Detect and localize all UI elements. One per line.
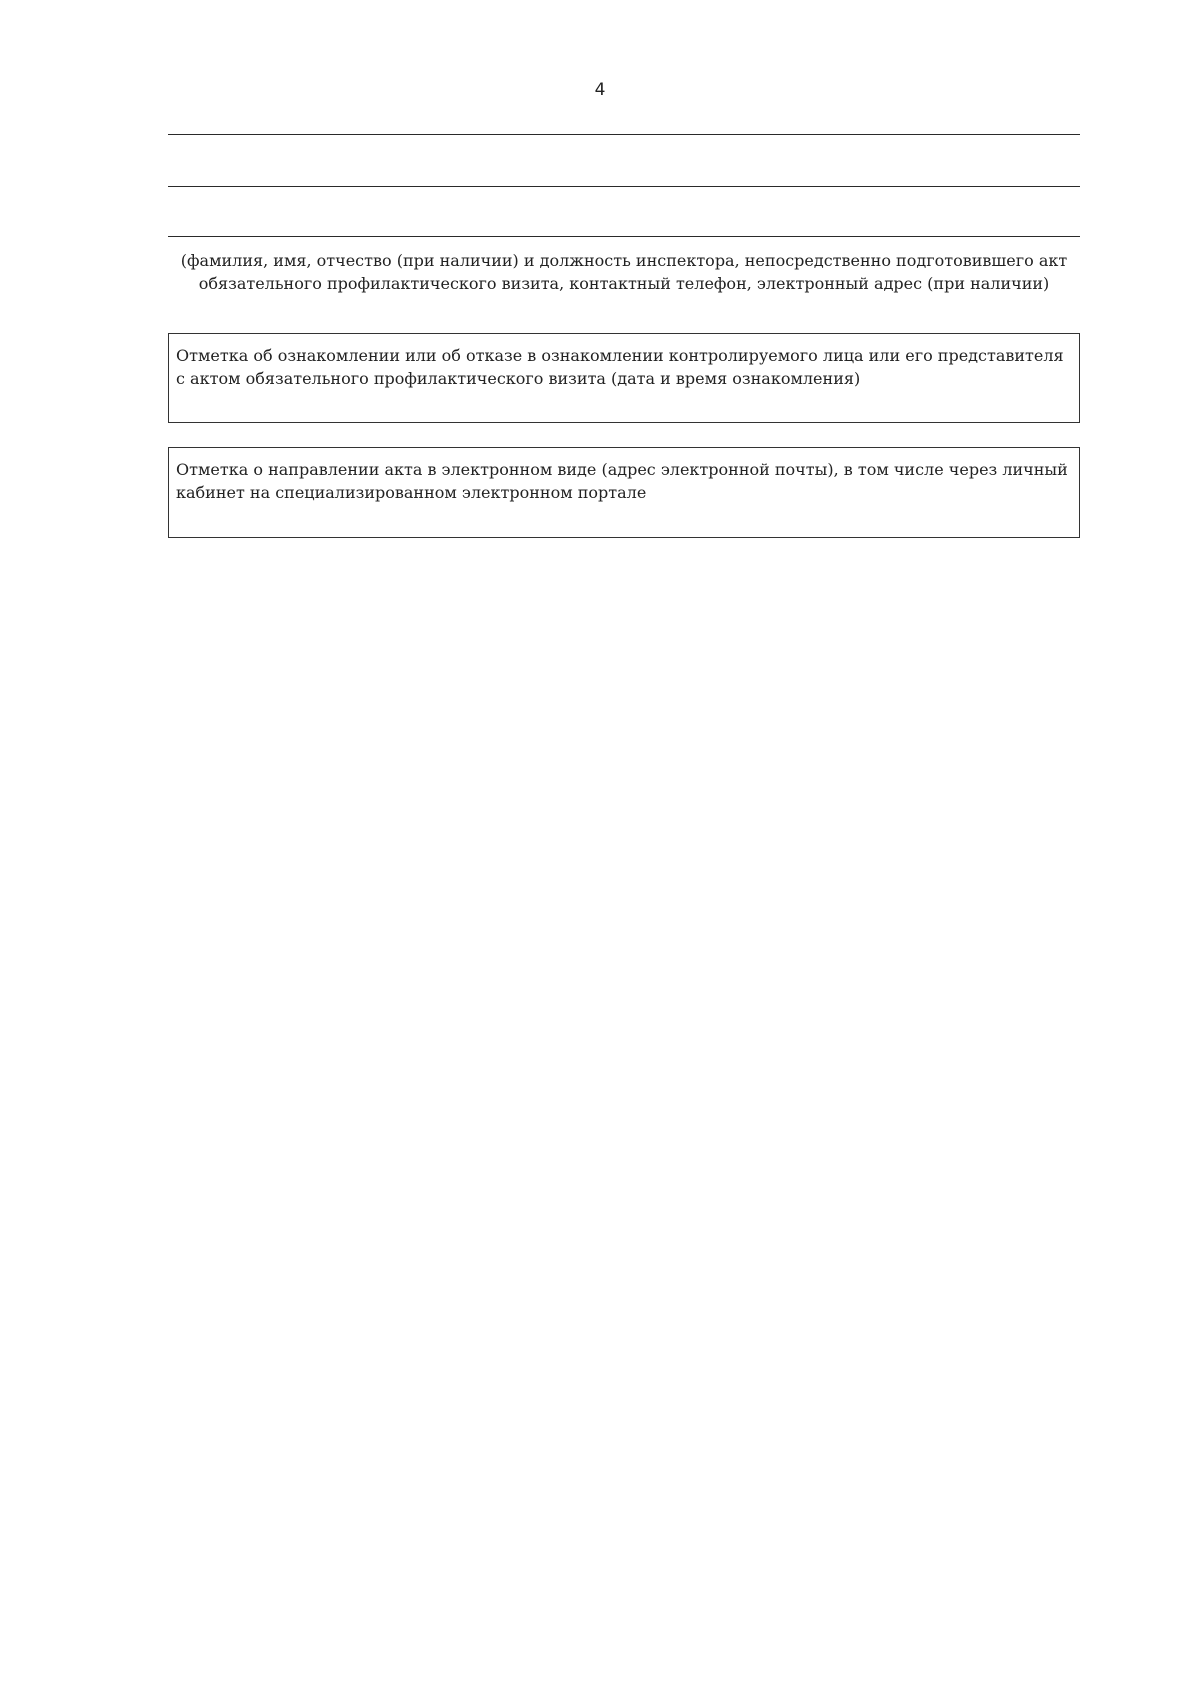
electronic-sending-mark-box bbox=[168, 447, 1080, 538]
page-number: 4 bbox=[594, 80, 606, 100]
signature-line bbox=[168, 134, 1080, 135]
inspector-caption: (фамилия, имя, отчество (при наличии) и должность инспектора, непосредственно подготовившего акт обязательного профилактического визита, контактный телефон, электронный адрес (при наличии) bbox=[180, 251, 1068, 293]
signature-line bbox=[168, 186, 1080, 187]
acquaintance-mark-text: Отметка об ознакомлении или об отказе в ознакомлении контролируемого лица или его представителя с актом обязательного профилактического визита (дата и время ознакомления) bbox=[176, 346, 1064, 388]
signature-line bbox=[168, 236, 1080, 237]
acquaintance-mark-box bbox=[168, 333, 1080, 423]
electronic-sending-mark-text: Отметка о направлении акта в электронном виде (адрес электронной почты), в том числе через личный кабинет на специализированном электронном портале bbox=[176, 460, 1068, 502]
